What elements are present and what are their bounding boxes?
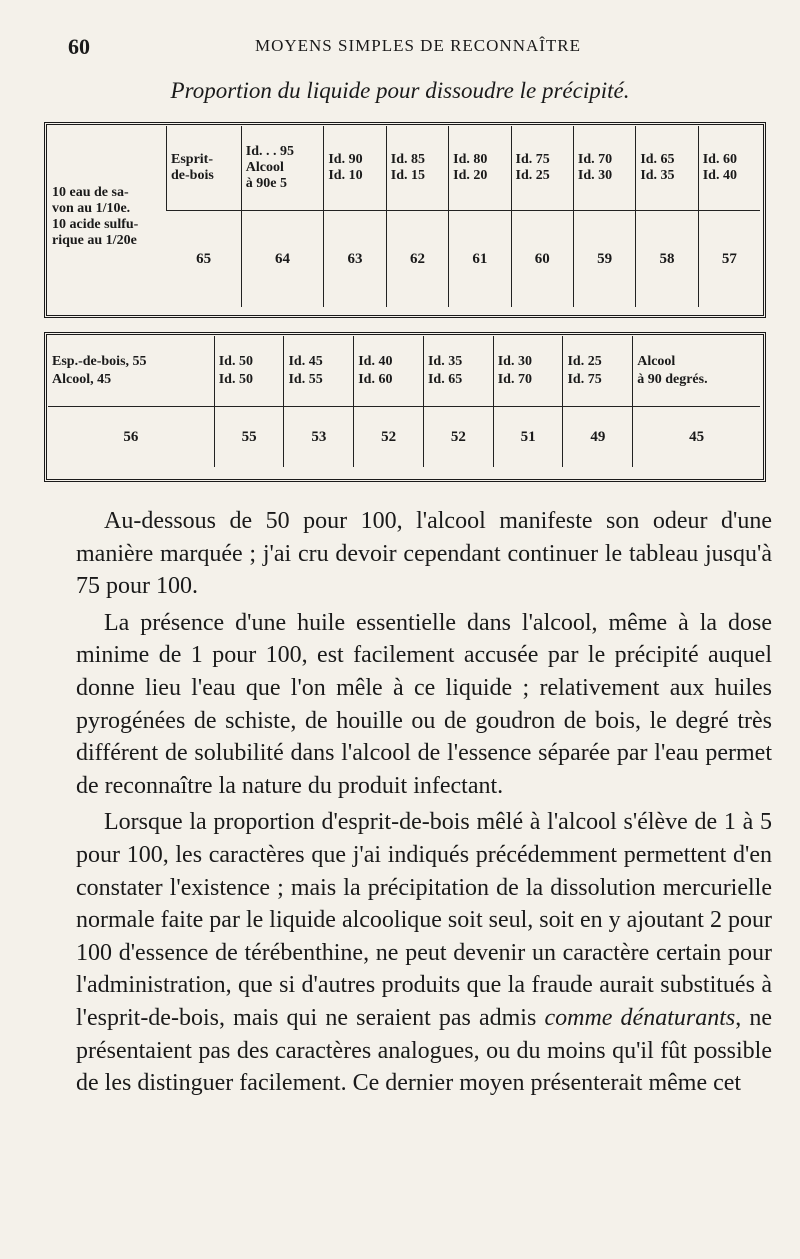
table2-value: 52 bbox=[423, 407, 493, 468]
paragraph-1: Au-dessous de 50 pour 100, l'alcool manifeste son odeur d'une manière marquée ; j'ai cru devoir cependant continuer le tableau jusqu'à 75 pour 100. bbox=[76, 508, 772, 600]
row-label: 10 eau de sa- von au 1/10e. 10 acide sulfu- rique au 1/20e bbox=[52, 184, 139, 248]
table1-head: Id. 90 Id. 10 bbox=[324, 126, 386, 211]
table1-head: Id. 70 Id. 30 bbox=[573, 126, 635, 211]
table1-head: Esprit- de-bois bbox=[167, 126, 242, 211]
table1-value: 61 bbox=[449, 211, 511, 308]
table1-value: 60 bbox=[511, 211, 573, 308]
table1-head: Id. 75 Id. 25 bbox=[511, 126, 573, 211]
table-caption: Proportion du liquide pour dissoudre le précipité. bbox=[170, 78, 630, 103]
table2-head: Id. 40 Id. 60 bbox=[354, 336, 424, 407]
body-text bbox=[76, 505, 772, 1100]
paragraph-3-part-b: , ne présentaient pas des caractères analogues, ou du moins qu'il fût possible de les distinguer facilement. Ce dernier moyen présenterait même cet bbox=[76, 1004, 772, 1097]
table1-value: 62 bbox=[386, 211, 448, 308]
table-2 bbox=[48, 336, 760, 467]
table2-head: Id. 35 Id. 65 bbox=[423, 336, 493, 407]
table1-value: 57 bbox=[698, 211, 760, 308]
running-title: MOYENS SIMPLES DE RECONNAÎTRE bbox=[254, 36, 582, 55]
table1-head: Id. . . 95 Alcool à 90e 5 bbox=[241, 126, 324, 211]
table2-head: Alcool à 90 degrés. bbox=[633, 336, 760, 407]
table2-value: 49 bbox=[563, 407, 633, 468]
table1-head: Id. 60 Id. 40 bbox=[698, 126, 760, 211]
table1-head: Id. 65 Id. 35 bbox=[636, 126, 698, 211]
table2-head: Esp.-de-bois, 55 Alcool, 45 bbox=[52, 354, 147, 387]
running-header bbox=[68, 34, 768, 58]
table1-value: 65 bbox=[167, 211, 242, 308]
table2-value: 52 bbox=[354, 407, 424, 468]
table1-value: 59 bbox=[573, 211, 635, 308]
page-number: 60 bbox=[68, 34, 90, 59]
table2-value: 55 bbox=[214, 407, 284, 468]
table1-value: 58 bbox=[636, 211, 698, 308]
table1-head: Id. 85 Id. 15 bbox=[386, 126, 448, 211]
table-1 bbox=[48, 126, 760, 307]
table2-head: Id. 50 Id. 50 bbox=[214, 336, 284, 407]
emphasis-denaturants: comme dénaturants bbox=[544, 1004, 736, 1031]
table2-value: 45 bbox=[633, 407, 760, 468]
table1-head: Id. 80 Id. 20 bbox=[449, 126, 511, 211]
paragraph-3 bbox=[76, 806, 772, 1099]
table1-value: 63 bbox=[324, 211, 386, 308]
paragraph-3-part-a: Lorsque la proportion d'esprit-de-bois mêlé à l'alcool s'élève de 1 à 5 pour 100, les caractères que j'ai indiqués précédemment permettent d'en constater l'existence ; mais la précipitation de la dissolution mercurielle normale faite par le liquide alcoolique soit seul, soit en y ajoutant 2 pour 100 d'essence de térébenthine, ne peut devenir un caractère certain pour l'administration, que si d'autres produits que la fraude aurait substitués à l'esprit-de-bois, mais qui ne seraient pas admis bbox=[76, 809, 772, 1031]
table2-value: 56 bbox=[48, 407, 214, 468]
table2-value: 53 bbox=[284, 407, 354, 468]
table2-value: 51 bbox=[493, 407, 563, 468]
table2-head: Id. 45 Id. 55 bbox=[284, 336, 354, 407]
table1-value: 64 bbox=[241, 211, 324, 308]
table2-head: Id. 25 Id. 75 bbox=[563, 336, 633, 407]
table2-head: Id. 30 Id. 70 bbox=[493, 336, 563, 407]
paragraph-2: La présence d'une huile essentielle dans l'alcool, même à la dose minime de 1 pour 100, est facilement accusée par le précipité auquel donne lieu l'eau que l'on mêle à ce liquide ; relativement aux huiles pyrogénées de schiste, de houille ou de goudron de bois, le degré très différent de solubilité dans l'alcool de l'essence séparée par l'eau permet de reconnaître la nature du produit infectant. bbox=[76, 609, 772, 799]
